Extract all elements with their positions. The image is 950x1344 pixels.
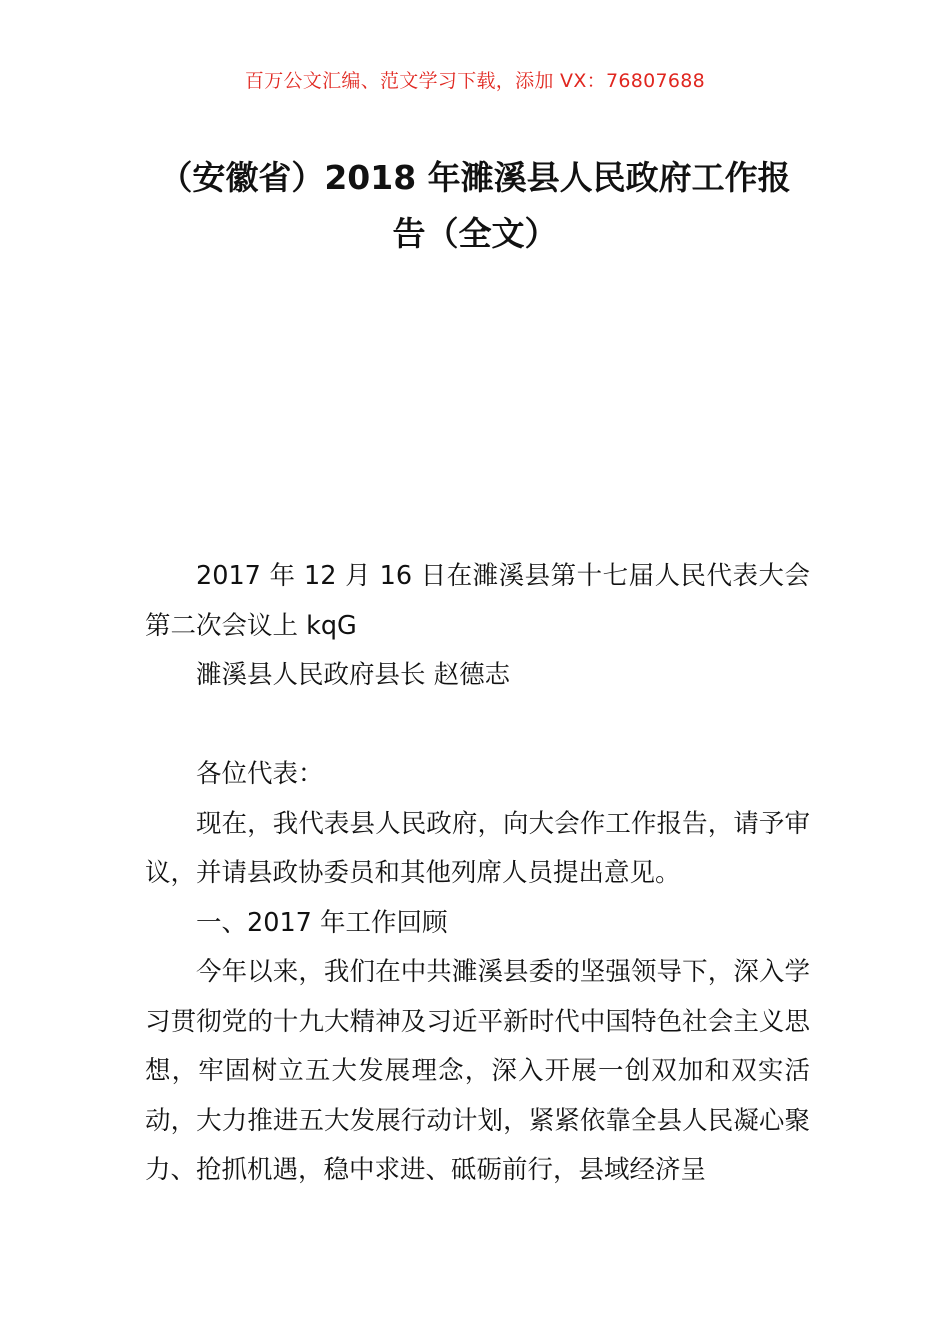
title-line-2: 告（全文） (392, 214, 558, 253)
document-title (140, 150, 810, 262)
meeting-info-paragraph: 2017 年 12 月 16 日在濉溪县第十七届人民代表大会第二次会议上 kqG (145, 561, 810, 641)
document-body (145, 552, 810, 1196)
intro-paragraph: 现在，我代表县人民政府，向大会作工作报告，请予审议，并请县政协委员和其他列席人员提出意见。 (145, 808, 810, 888)
title-line-1: （安徽省）2018 年濉溪县人民政府工作报 (159, 158, 791, 197)
speaker-paragraph: 濉溪县人民政府县长 赵德志 (196, 660, 511, 690)
section-heading: 一、2017 年工作回顾 (196, 907, 448, 938)
salutation-paragraph: 各位代表： (196, 759, 324, 789)
review-paragraph: 今年以来，我们在中共濉溪县委的坚强领导下，深入学习贯彻党的十九大精神及习近平新时代中国特色社会主义思想，牢固树立五大发展理念，深入开展一创双加和双实活动，大力推进五大发展行动计划，紧紧依靠全县人民凝心聚力、抢抓机遇，稳中求进、砥砺前行，县域经济呈 (145, 957, 810, 1185)
header-notice: 百万公文汇编、范文学习下载，添加 VX：76807688 (244, 70, 706, 92)
